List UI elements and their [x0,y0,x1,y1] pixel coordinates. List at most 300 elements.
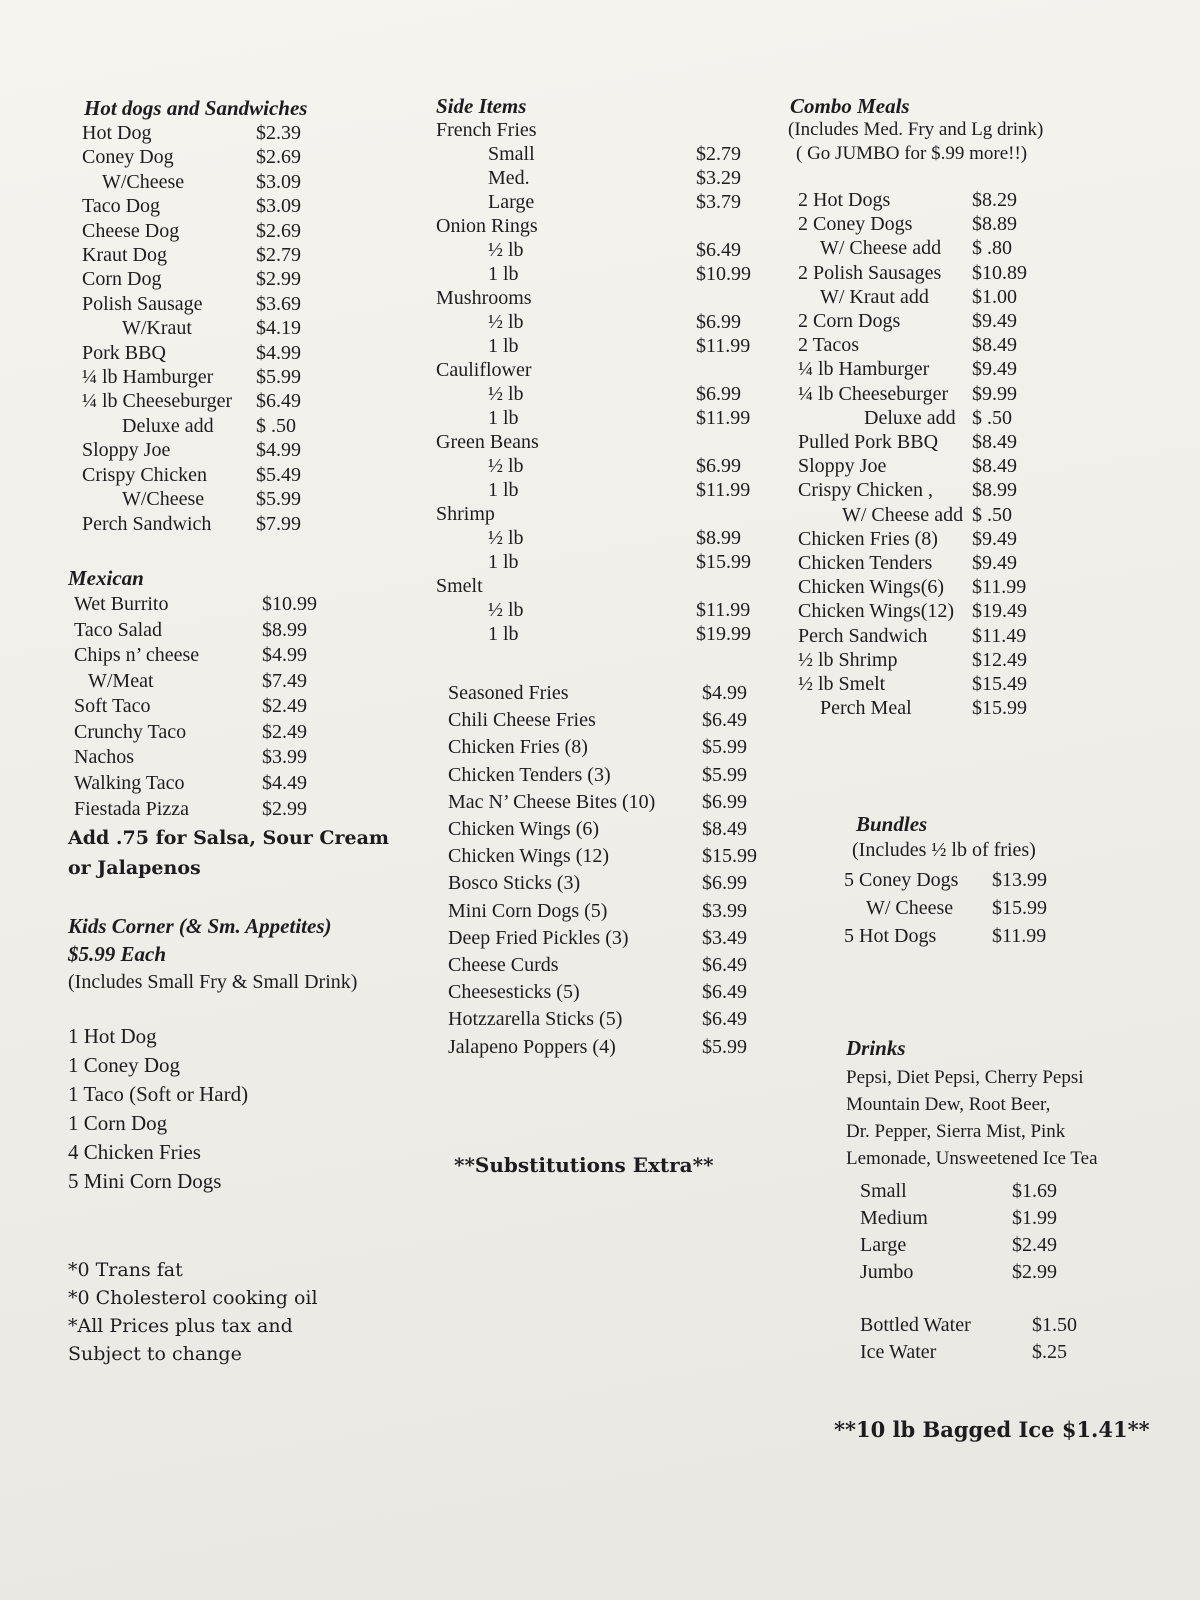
sides-item-price: $6.49 [696,239,741,261]
sides-item [432,334,792,358]
sides-item [432,622,792,646]
sides-item [432,454,792,478]
hotdogs-item-name: Hot Dog [82,122,152,144]
appetizer-item-price: $6.99 [702,790,747,813]
combo-item-price: $11.99 [972,576,1027,599]
sides-item-name: 1 lb [488,479,519,501]
bundles-item-price: $11.99 [992,925,1047,948]
drinks-extra-item-name: Ice Water [860,1341,937,1364]
footnote-line: *0 Cholesterol cooking oil [68,1287,318,1310]
sides-item-price: $10.99 [696,263,751,285]
sides-group-name [432,214,792,238]
sides-item [432,478,792,502]
combo-item-name: 2 Hot Dogs [798,189,891,211]
sides-item-name: Small [488,143,535,165]
combo-item-price: $8.49 [972,334,1017,357]
sides-item-price: $3.79 [696,191,741,213]
sides-group-name [432,574,792,598]
appetizer-item-name: Mac N’ Cheese Bites (10) [448,790,656,813]
combo-item-price: $8.49 [972,455,1017,478]
sides-item-price: $6.99 [696,383,741,405]
footnote-line: *All Prices plus tax and [68,1315,293,1338]
combo-item [782,696,1122,720]
sides-title: Side Items [436,94,527,118]
sides-item-price: $15.99 [696,551,751,573]
sides-item-name: 1 lb [488,551,519,573]
drinks-sizes [782,1178,1122,1286]
mexican-item-price: $2.49 [262,720,307,743]
drinks-title: Drinks [846,1036,906,1061]
combo-item [782,599,1122,623]
appetizer-item-price: $8.49 [702,818,747,841]
drinks-size-item [782,1232,1122,1259]
combo-item-price: $8.29 [972,189,1017,211]
drinks-size-item-name: Large [860,1234,907,1257]
combo-item-name: ½ lb Smelt [798,673,886,696]
bundles-item-name: 5 Hot Dogs [844,925,937,948]
appetizer-item [432,1006,792,1033]
sides-item [432,598,792,622]
drinks-extra-item-name: Bottled Water [860,1314,971,1337]
hotdogs-item-price: $2.79 [256,244,301,267]
hotdogs-item [68,145,408,169]
mexican-item-name: Crunchy Taco [74,720,187,743]
sides-item-price: $3.29 [696,167,741,189]
mexican-note-line1: Add .75 for Salsa, Sour Cream [68,827,390,850]
combo-item-name: Chicken Fries (8) [798,527,938,550]
right-column [782,94,1150,1443]
mexican-item [68,797,408,823]
sides-item [432,166,792,190]
mexican-list [68,592,408,822]
mexican-item [68,643,408,669]
sides-item-name: Large [488,191,535,213]
sides-group-label: Smelt [436,575,483,597]
bundles-item-price: $13.99 [992,869,1047,892]
drinks-list-line: Lemonade, Unsweetened Ice Tea [846,1148,1098,1170]
combo-item [782,648,1122,672]
sides-group-label: Green Beans [436,431,539,453]
appetizer-item-price: $6.49 [702,981,747,1004]
sides-group-label: French Fries [436,119,537,141]
combo-item-name: Deluxe add [864,406,956,429]
appetizer-item [432,870,792,897]
drinks-size-item-name: Small [860,1180,907,1203]
combo-item-name: 2 Tacos [798,334,859,357]
combo-item-price: $9.99 [972,382,1017,405]
sides-item [432,382,792,406]
hotdogs-item-price: $4.19 [256,317,301,340]
combo-item [782,309,1122,333]
combo-item [782,430,1122,454]
combo-item [782,624,1122,648]
mexican-item-name: Walking Taco [74,772,185,795]
hotdogs-item-price: $4.99 [256,439,301,462]
sides-item-price: $6.99 [696,311,741,333]
bundles-item [782,866,1122,894]
hotdogs-item-price: $2.69 [256,146,301,169]
sides-item-name: 1 lb [488,263,519,285]
kids-title: Kids Corner (& Sm. Appetites) [68,914,332,939]
left-column [68,96,408,1368]
hotdogs-item-name: Pork BBQ [82,341,166,364]
combo-item-name: 2 Coney Dogs [798,213,913,236]
combo-item-name: ¼ lb Hamburger [798,358,930,381]
combo-item-name: Perch Meal [820,697,912,720]
kids-includes: (Includes Small Fry & Small Drink) [68,971,358,994]
mexican-item-name: W/Meat [88,669,154,692]
sides-item-name: ½ lb [488,599,524,621]
appetizer-item-name: Bosco Sticks (3) [448,872,581,895]
mexican-item [68,694,408,720]
sides-item-price: $19.99 [696,623,751,645]
hotdogs-item-name: Cheese Dog [82,219,180,242]
sides-item-name: 1 lb [488,623,519,645]
mexican-item [68,771,408,797]
sides-item-name: 1 lb [488,407,519,429]
sides-group-name [432,286,792,310]
hotdogs-item [68,292,408,316]
appetizer-item-name: Chicken Fries (8) [448,736,588,759]
kids-item: 1 Coney Dog [68,1053,180,1078]
hotdogs-item [68,267,408,291]
drinks-size-item-name: Medium [860,1207,928,1230]
appetizer-item-price: $3.49 [702,926,747,949]
combo-item-name: Chicken Wings(6) [798,576,945,599]
hotdogs-item-name: ¼ lb Hamburger [82,366,214,389]
hotdogs-item-price: $3.69 [256,292,301,315]
combo-item-price: $9.49 [972,310,1017,333]
combo-item [782,261,1122,285]
sides-item-name: ½ lb [488,311,524,333]
sides-item [432,406,792,430]
combo-item [782,236,1122,260]
hotdogs-item-price: $6.49 [256,390,301,413]
hotdogs-item [68,487,408,511]
drinks-list-line: Mountain Dew, Root Beer, [846,1094,1051,1116]
bagged-ice-note: **10 lb Bagged Ice $1.41** [834,1417,1150,1443]
sides-item [432,238,792,262]
combo-item-name: W/ Cheese add [820,237,942,260]
sides-item [432,550,792,574]
hotdogs-item [68,463,408,487]
hotdogs-item-price: $5.99 [256,366,301,389]
appetizer-item-name: Chicken Wings (6) [448,818,600,841]
kids-item: 1 Hot Dog [68,1024,157,1049]
combo-item-price: $9.49 [972,527,1017,550]
hotdogs-item-name: Perch Sandwich [82,512,212,535]
bundles-note: (Includes ½ lb of fries) [852,839,1036,862]
appetizer-item [432,843,792,870]
combo-item-price: $ .50 [972,406,1012,429]
combo-item-name: 2 Corn Dogs [798,310,901,333]
middle-column [432,94,792,1177]
combo-item-price: $9.49 [972,358,1017,381]
kids-item: 4 Chicken Fries [68,1140,201,1165]
combo-item-name: Chicken Tenders [798,552,933,575]
hotdogs-item-name: ¼ lb Cheeseburger [82,390,233,413]
hotdogs-item [68,316,408,340]
appetizer-item [432,952,792,979]
combo-item [782,382,1122,406]
combo-item-price: $ .50 [972,503,1012,526]
sides-group-label: Shrimp [436,503,495,525]
mexican-title: Mexican [68,565,144,590]
combo-item-name: W/ Kraut add [820,285,929,308]
mexican-item-price: $2.49 [262,695,307,718]
appetizer-list [432,680,792,1061]
hotdogs-item-name: Corn Dog [82,268,162,291]
hotdogs-title: Hot dogs and Sandwiches [84,96,308,120]
appetizer-item-name: Mini Corn Dogs (5) [448,899,608,922]
drinks-size-item-price: $2.49 [1012,1234,1057,1257]
hotdogs-item-price: $ .50 [256,414,296,437]
combo-item-price: $8.49 [972,431,1017,454]
hotdogs-list [68,121,408,536]
combo-item-name: Pulled Pork BBQ [798,431,939,454]
hotdogs-item-name: Sloppy Joe [82,439,171,462]
appetizer-item [432,816,792,843]
appetizer-item-name: Cheesesticks (5) [448,981,580,1004]
mexican-item-price: $10.99 [262,592,317,615]
combo-item-name: W/ Cheese add [842,503,964,526]
hotdogs-item-name: Polish Sausage [82,292,203,315]
sides-item-name: ½ lb [488,383,524,405]
appetizer-item [432,762,792,789]
sides-group-name [432,358,792,382]
mexican-item-name: Nachos [74,746,134,769]
sides-group-name [432,430,792,454]
hotdogs-item [68,194,408,218]
sides-group-label: Onion Rings [436,215,538,237]
combo-item [782,575,1122,599]
combo-item [782,454,1122,478]
appetizer-item-price: $5.99 [702,736,747,759]
kids-item: 1 Corn Dog [68,1111,168,1136]
sides-item-price: $8.99 [696,527,741,549]
sides-item-price: $11.99 [696,335,751,357]
mexican-note-line2: or Jalapenos [68,857,201,880]
bundles-title: Bundles [856,812,928,837]
combo-item-price: $19.49 [972,600,1027,623]
drinks-size-item-price: $1.69 [1012,1180,1057,1203]
bundles-item-name: 5 Coney Dogs [844,869,959,892]
combo-item-price: $ .80 [972,237,1012,260]
combo-note1: (Includes Med. Fry and Lg drink) [788,119,1044,140]
footnotes [68,1256,408,1368]
combo-item-name: ¼ lb Cheeseburger [798,382,949,405]
combo-item-price: $1.00 [972,285,1017,308]
mexican-item [68,618,408,644]
drinks-size-item-name: Jumbo [860,1261,914,1284]
bundles-item-name: W/ Cheese [866,897,954,920]
hotdogs-item-name: Kraut Dog [82,244,167,267]
combo-item [782,333,1122,357]
combo-item-price: $15.99 [972,697,1027,720]
footnote-line: Subject to change [68,1343,242,1366]
sides-item-name: ½ lb [488,239,524,261]
drinks-size-item [782,1178,1122,1205]
mexican-item-price: $3.99 [262,746,307,769]
drinks-extra-item-price: $1.50 [1032,1314,1077,1337]
appetizer-item-name: Chicken Tenders (3) [448,763,611,786]
hotdogs-item-name: Deluxe add [122,414,214,437]
combo-item [782,188,1122,212]
sides-item-name: ½ lb [488,455,524,477]
drinks-size-item [782,1259,1122,1286]
combo-item-price: $11.49 [972,624,1027,647]
combo-item [782,503,1122,527]
substitutions-note: **Substitutions Extra** [454,1152,714,1177]
appetizer-item-price: $5.99 [702,1035,747,1058]
hotdogs-item-name: W/Cheese [122,488,205,511]
mexican-item [68,592,408,618]
mexican-item [68,669,408,695]
bundles-list [782,866,1122,950]
combo-item-name: Chicken Wings(12) [798,600,955,623]
hotdogs-item [68,243,408,267]
combo-item-price: $8.89 [972,213,1017,236]
hotdogs-item [68,512,408,536]
drinks-list [846,1064,1122,1172]
mexican-item-name: Taco Salad [74,618,163,641]
appetizer-item-name: Chili Cheese Fries [448,709,596,732]
bundles-item [782,894,1122,922]
combo-item-price: $9.49 [972,552,1017,575]
drinks-extra-item [782,1339,1122,1366]
combo-item [782,406,1122,430]
combo-list [782,188,1122,720]
hotdogs-item-price: $5.99 [256,488,301,511]
combo-item [782,212,1122,236]
bundles-item-price: $15.99 [992,897,1047,920]
sides-list [432,118,792,646]
mexican-item-name: Chips n’ cheese [74,644,200,667]
sides-group-label: Mushrooms [436,287,532,309]
bundles-item [782,922,1122,950]
hotdogs-item-price: $5.49 [256,463,301,486]
sides-group-label: Cauliflower [436,359,532,381]
drinks-size-item-price: $2.99 [1012,1261,1057,1284]
combo-item-price: $8.99 [972,479,1017,502]
combo-item-price: $10.89 [972,261,1027,284]
mexican-item [68,720,408,746]
combo-title: Combo Meals [790,94,910,118]
appetizer-item [432,1034,792,1061]
mexican-item-name: Soft Taco [74,695,151,718]
combo-item [782,527,1122,551]
hotdogs-item-price: $3.09 [256,195,301,218]
combo-item [782,672,1122,696]
hotdogs-item-name: Crispy Chicken [82,463,207,486]
appetizer-item-name: Jalapeno Poppers (4) [448,1035,616,1058]
mexican-item [68,745,408,771]
appetizer-item-name: Hotzzarella Sticks (5) [448,1008,623,1031]
hotdogs-item-price: $2.69 [256,219,301,242]
appetizer-item [432,979,792,1006]
appetizer-item [432,789,792,816]
sides-item-price: $11.99 [696,599,751,621]
appetizer-item-price: $6.49 [702,1008,747,1031]
hotdogs-item-price: $3.09 [256,170,301,193]
combo-item [782,551,1122,575]
appetizer-item [432,734,792,761]
drinks-list-line: Dr. Pepper, Sierra Mist, Pink [846,1121,1066,1143]
hotdogs-item [68,219,408,243]
mexican-item-price: $7.49 [262,669,307,692]
mexican-item-name: Fiestada Pizza [74,797,189,820]
sides-group-name [432,502,792,526]
appetizer-item-price: $5.99 [702,763,747,786]
appetizer-item-name: Deep Fried Pickles (3) [448,926,629,949]
hotdogs-item-price: $7.99 [256,512,301,535]
combo-item-name: Sloppy Joe [798,455,887,478]
sides-item-name: Med. [488,167,530,189]
hotdogs-item-name: Coney Dog [82,146,174,169]
drinks-extra-item-price: $.25 [1032,1341,1067,1364]
kids-list [68,1022,408,1196]
appetizer-item-price: $6.49 [702,709,747,732]
sides-item [432,142,792,166]
combo-item-price: $15.49 [972,673,1027,696]
hotdogs-item [68,341,408,365]
combo-item-name: ½ lb Shrimp [798,648,898,671]
hotdogs-item [68,170,408,194]
mexican-item-price: $4.99 [262,644,307,667]
kids-item: 5 Mini Corn Dogs [68,1169,222,1194]
appetizer-item-name: Seasoned Fries [448,682,569,704]
mexican-item-name: Wet Burrito [74,592,169,615]
appetizer-item [432,925,792,952]
drinks-extras [782,1312,1122,1366]
hotdogs-item [68,438,408,462]
combo-item-name: Crispy Chicken , [798,479,933,502]
drinks-extra-item [782,1312,1122,1339]
hotdogs-item [68,414,408,438]
combo-item-name: 2 Polish Sausages [798,261,942,284]
appetizer-item-name: Cheese Curds [448,954,559,977]
appetizer-item-name: Chicken Wings (12) [448,845,610,868]
kids-price: $5.99 Each [68,942,167,967]
appetizer-item-price: $6.99 [702,872,747,895]
hotdogs-item [68,121,408,145]
combo-item-price: $12.49 [972,648,1027,671]
hotdogs-item-name: W/Cheese [102,170,185,193]
combo-item [782,285,1122,309]
sides-item-price: $11.99 [696,407,751,429]
appetizer-item-price: $3.99 [702,899,747,922]
sides-item [432,310,792,334]
combo-item [782,357,1122,381]
drinks-size-item-price: $1.99 [1012,1207,1057,1230]
mexican-item-price: $4.49 [262,772,307,795]
sides-group-name [432,118,792,142]
sides-item-price: $11.99 [696,479,751,501]
sides-item-price: $6.99 [696,455,741,477]
hotdogs-item [68,365,408,389]
kids-item: 1 Taco (Soft or Hard) [68,1082,249,1107]
sides-item-name: ½ lb [488,527,524,549]
sides-item-name: 1 lb [488,335,519,357]
combo-item [782,478,1122,502]
drinks-list-line: Pepsi, Diet Pepsi, Cherry Pepsi [846,1067,1084,1089]
hotdogs-item [68,389,408,413]
hotdogs-item-price: $2.99 [256,268,301,291]
appetizer-item [432,898,792,925]
hotdogs-item-price: $4.99 [256,341,301,364]
sides-item [432,526,792,550]
combo-item-name: Perch Sandwich [798,624,928,647]
